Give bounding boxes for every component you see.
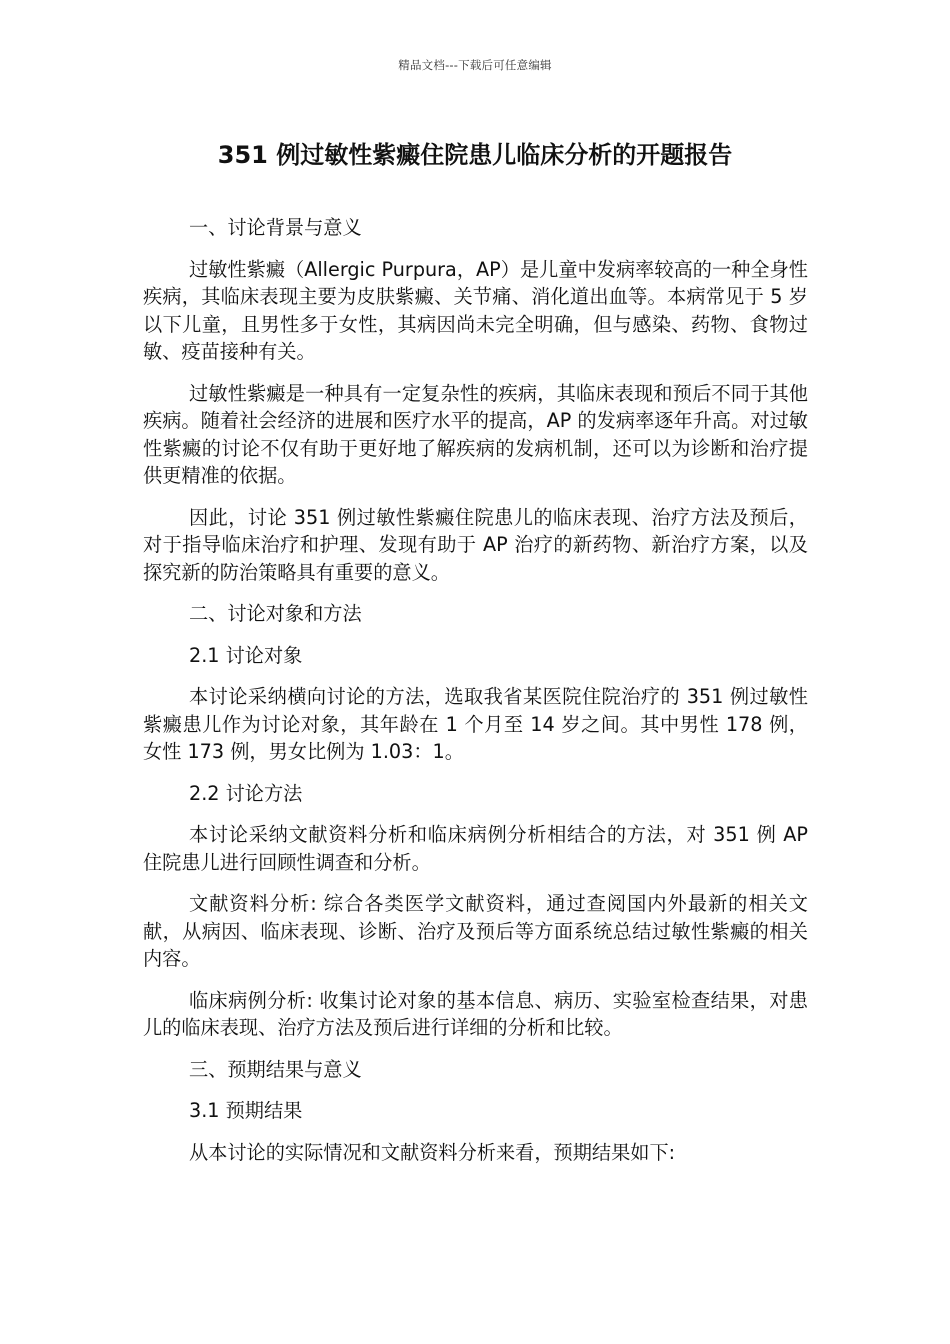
section-heading: 一、讨论背景与意义 xyxy=(189,216,362,239)
paragraph: 过敏性紫癜（Allergic Purpura，AP）是儿童中发病率较高的一种全身性疾病，其临床表现主要为皮肤紫癜、关节痛、消化道出血等。本病常见于 5 岁以下儿童，且男性多于女性，其病因尚未完全明确，但与感染、药物、食物过敏、疫苗接种有关。 xyxy=(143,257,808,363)
document-body xyxy=(143,214,808,1180)
section-heading: 三、预期结果与意义 xyxy=(189,1057,362,1081)
paragraph: 本讨论采纳文献资料分析和临床病例分析相结合的方法，对 351 例 AP 住院患儿进行回顾性调查和分析。 xyxy=(143,823,808,874)
section-heading: 二、讨论对象和方法 xyxy=(189,602,362,625)
subsection-heading: 2.1 讨论对象 xyxy=(189,643,303,667)
paragraph: 过敏性紫癜是一种具有一定复杂性的疾病，其临床表现和预后不同于其他疾病。随着社会经济的进展和医疗水平的提高，AP 的发病率逐年升高。对过敏性紫癜的讨论不仅有助于更好地了解疾病的发病机制，还可以为诊断和治疗提供更精准的依据。 xyxy=(143,381,808,487)
paragraph: 因此，讨论 351 例过敏性紫癜住院患儿的临床表现、治疗方法及预后，对于指导临床治疗和护理、发现有助于 AP 治疗的新药物、新治疗方案，以及探究新的防治策略具有重要的意义。 xyxy=(143,505,808,584)
paragraph: 从本讨论的实际情况和文献资料分析来看，预期结果如下: xyxy=(189,1140,676,1164)
paragraph: 临床病例分析: 收集讨论对象的基本信息、病历、实验室检查结果，对患儿的临床表现、治疗方法及预后进行详细的分析和比较。 xyxy=(143,988,808,1039)
header-note: 精品文档---下载后可任意编辑 xyxy=(398,58,552,72)
paragraph: 本讨论采纳横向讨论的方法，选取我省某医院住院治疗的 351 例过敏性紫癜患儿作为讨论对象，其年龄在 1 个月至 14 岁之间。其中男性 178 例，女性 173 例，男女比例为 1.03：1。 xyxy=(143,685,808,763)
document-title: 351 例过敏性紫癜住院患儿临床分析的开题报告 xyxy=(217,141,733,169)
subsection-heading: 2.2 讨论方法 xyxy=(189,781,303,805)
subsection-heading: 3.1 预期结果 xyxy=(189,1099,303,1122)
paragraph: 文献资料分析: 综合各类医学文献资料，通过查阅国内外最新的相关文献，从病因、临床表现、诊断、治疗及预后等方面系统总结过敏性紫癜的相关内容。 xyxy=(143,892,808,970)
